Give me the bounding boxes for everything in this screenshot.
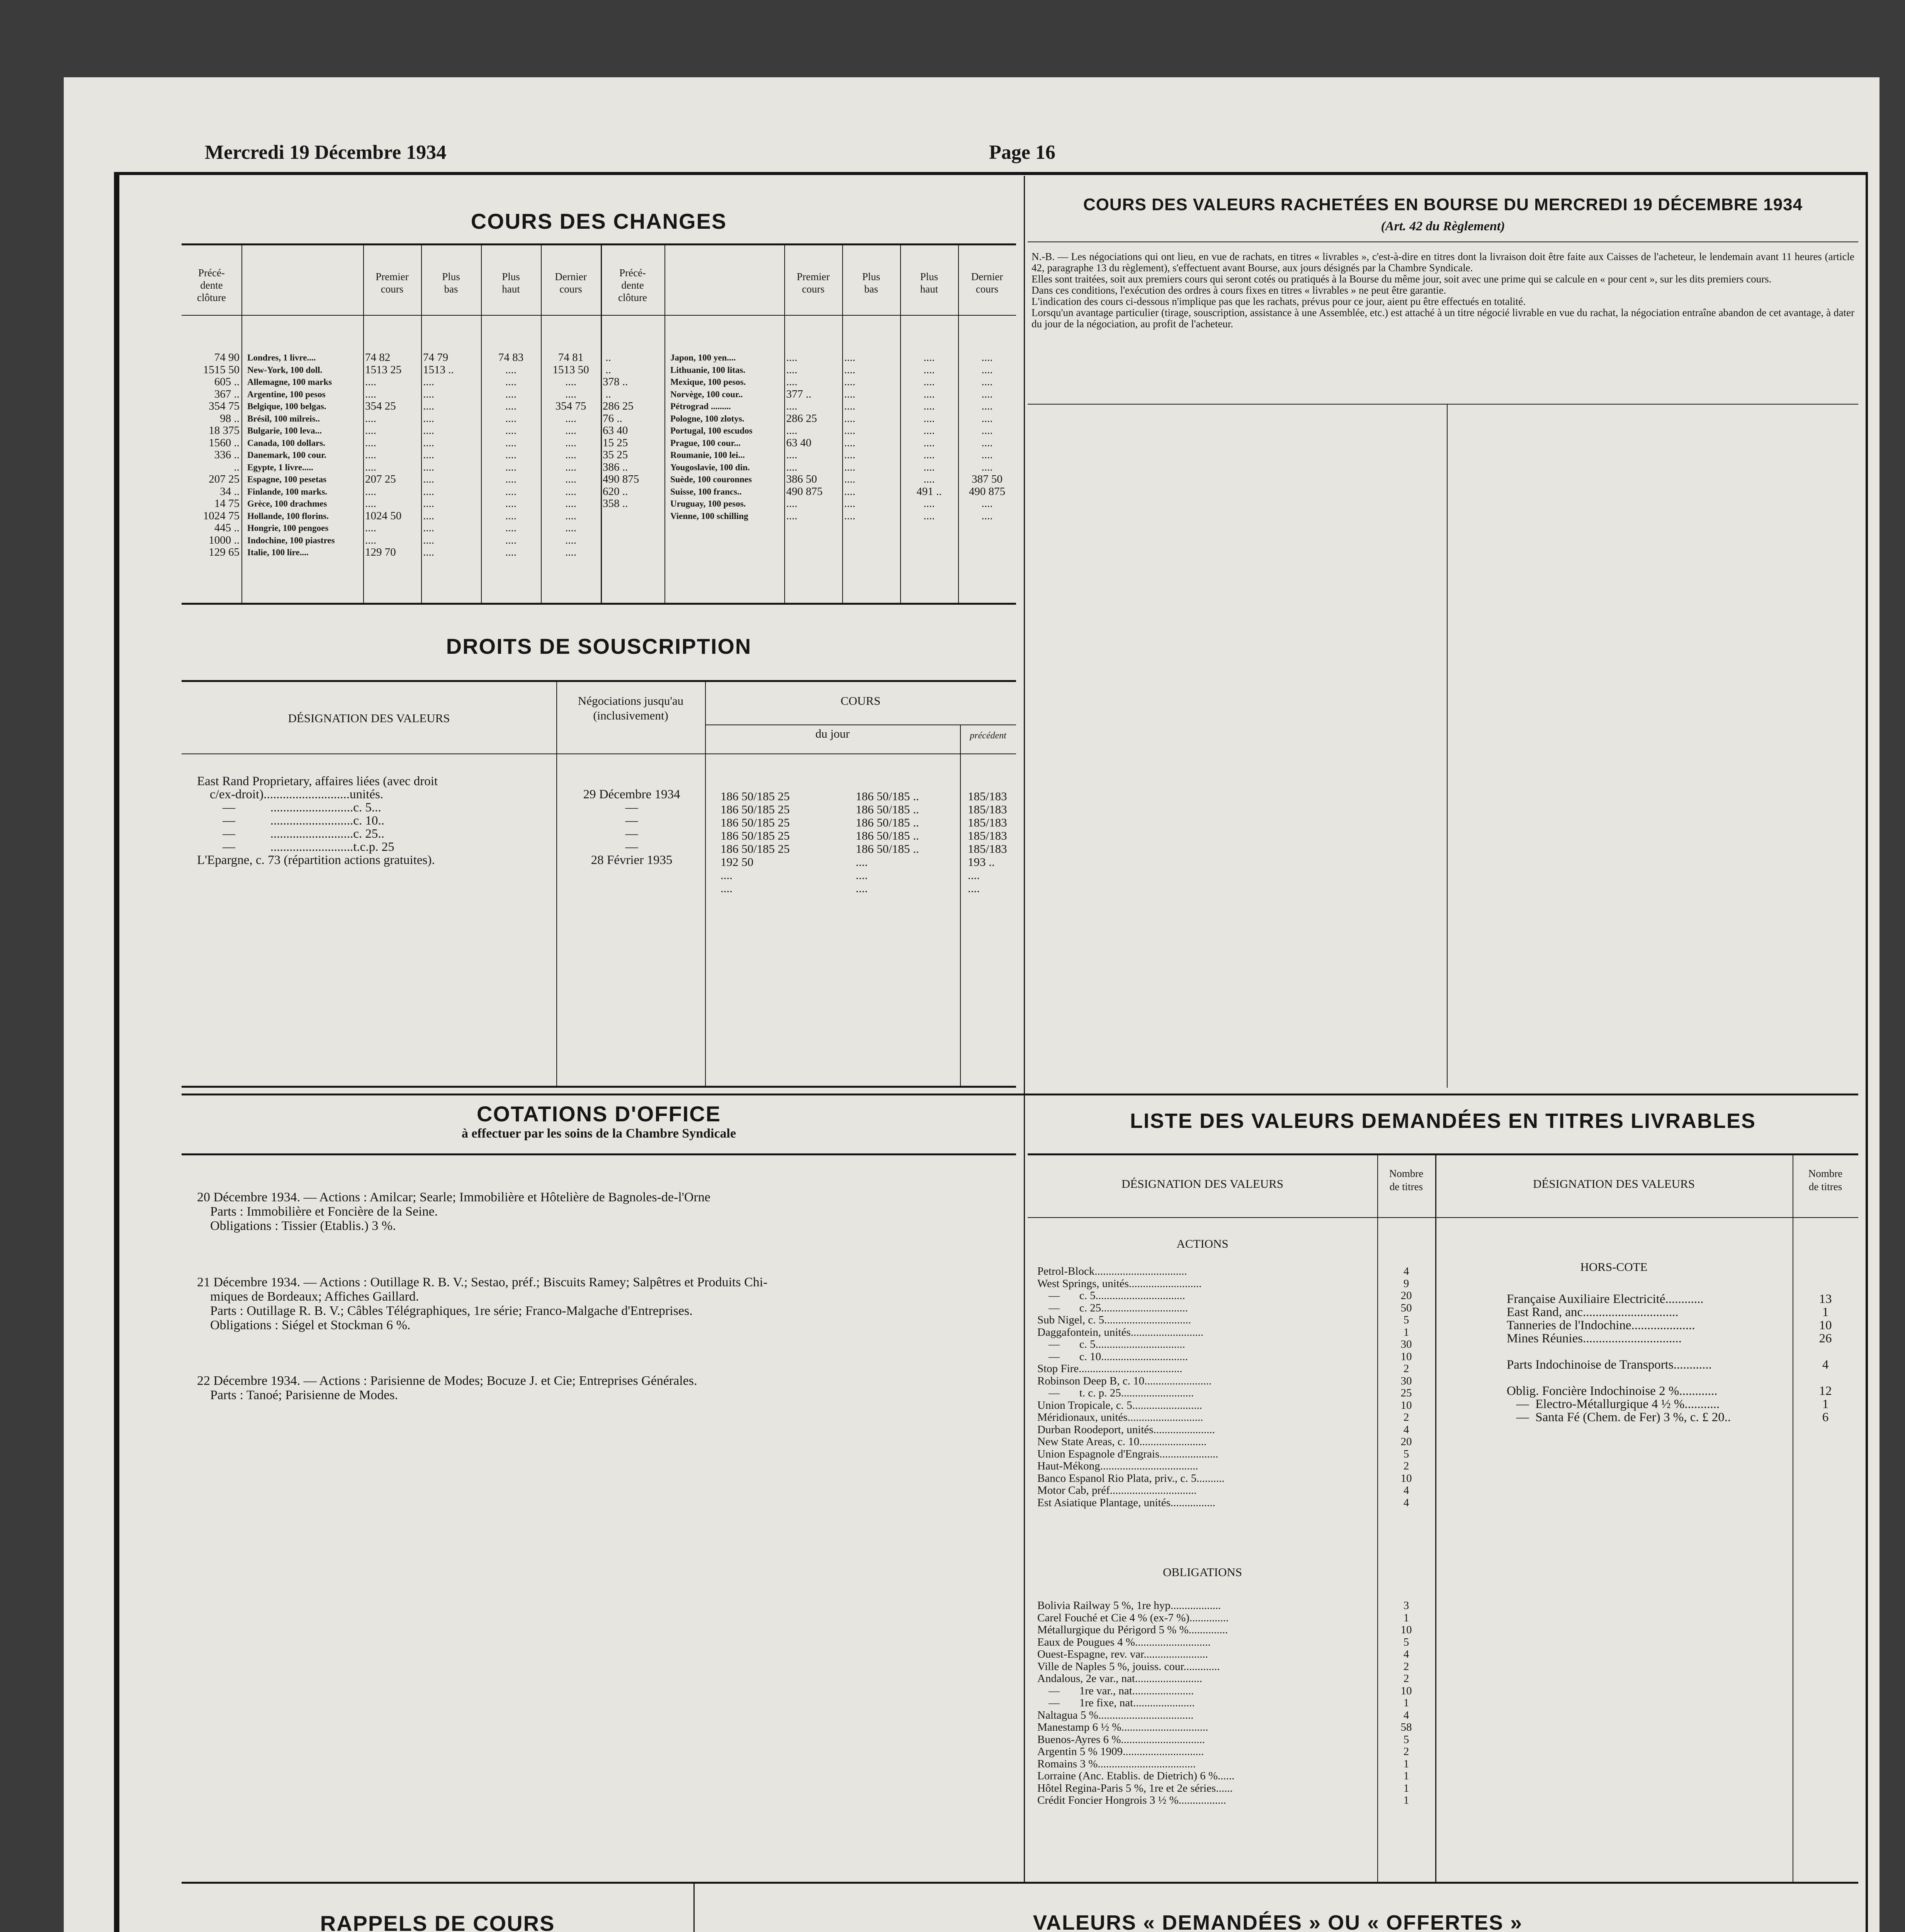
col-rule bbox=[842, 243, 843, 603]
changes-left-prev: 74 90 1515 50 605 .. 367 .. 354 75 98 .. 18 375 1560 .. 336 .. .. 207 25 34 .. 14 75 1024 75 445 .. 1000 .. 129 65 bbox=[203, 351, 240, 558]
liste-header-rule bbox=[1028, 1217, 1858, 1218]
mid-rule bbox=[182, 1094, 1858, 1095]
col-rule bbox=[363, 243, 364, 603]
changes-right-prev: .. .. 378 .. .. 286 25 76 .. 63 40 15 25 35 25 386 .. 490 875 620 .. 358 .. bbox=[603, 351, 639, 510]
rachetees-table-rule bbox=[1028, 404, 1858, 405]
changes-h-prev: Précé- dente clôture bbox=[197, 267, 226, 303]
changes-right-high: .... .... .... .... .... .... .... .... .... .... .... 491 .. .... .... bbox=[916, 351, 942, 522]
col-rule bbox=[960, 724, 961, 1086]
changes-left-low: 74 79 1513 .. .... .... .... .... .... .... .... .... .... .... .... .... .... .... .... bbox=[423, 351, 454, 558]
changes-h-high: Plus haut bbox=[502, 271, 520, 295]
right-column-rule-2 bbox=[1024, 1094, 1025, 1882]
droits-bottom-rule bbox=[182, 1086, 1016, 1088]
cours-sub-rule bbox=[705, 724, 1016, 725]
valeurs-title: VALEURS « DEMANDÉES » OU « OFFERTES » bbox=[1033, 1911, 1523, 1932]
droits-prec: 185/183 185/183 185/183 185/183 185/183 193 .. .... .... bbox=[968, 789, 1007, 895]
col-rule bbox=[958, 243, 959, 603]
col-rule bbox=[421, 243, 422, 603]
header-date: Mercredi 19 Décembre 1934 bbox=[205, 141, 447, 163]
col-rule bbox=[1447, 404, 1448, 1088]
cotations-title: COTATIONS D'OFFICE bbox=[476, 1102, 721, 1126]
cotations-para-1: 20 Décembre 1934. — Actions : Amilcar; Searle; Immobilière et Hôtelière de Bagnoles-de-l'Orne Parts : Immobilière et Foncière de la Seine. Obligations : Tissier (Etablis.) 3 %. bbox=[197, 1190, 710, 1233]
cotations-para-3: 22 Décembre 1934. — Actions : Parisienne de Modes; Bocuze J. et Cie; Entreprises Générales. Parts : Tanoé; Parisienne de Modes. bbox=[197, 1374, 697, 1402]
liste-actions-label: ACTIONS bbox=[1176, 1237, 1229, 1250]
liste-oblig-nb: 3 1 10 5 4 2 2 10 1 4 58 5 2 1 1 1 1 bbox=[1400, 1599, 1412, 1806]
cotations-para-2: 21 Décembre 1934. — Actions : Outillage R. B. V.; Sestao, préf.; Biscuits Ramey; Salpêtres et Produits Chi- miques de Bordeaux; Affiches Gaillard. Parts : Outillage R. B. V.; Câbles Télégraphiques, 1re série; Franco-Malgache d'Entreprises. Obligations : Siégel et Stockman 6 %. bbox=[197, 1275, 768, 1332]
droits-h-cours: COURS bbox=[840, 694, 881, 707]
droits-header-rule bbox=[182, 753, 1016, 754]
changes-rule bbox=[182, 243, 1016, 245]
col-rule bbox=[556, 680, 557, 1086]
liste-hc-nb: 13 1 10 26 4 12 1 6 bbox=[1819, 1292, 1832, 1424]
cotations-rule bbox=[182, 1153, 1016, 1155]
changes-h-first-r: Premier cours bbox=[797, 271, 830, 295]
lower-rule bbox=[182, 1882, 1858, 1884]
liste-h-nb2: Nombre de titres bbox=[1808, 1168, 1843, 1192]
changes-left-last: 74 81 1513 50 .... .... 354 75 .... .... .... .... .... .... .... .... .... .... .... .... bbox=[552, 351, 589, 558]
changes-header-rule bbox=[182, 315, 1016, 316]
changes-h-last: Dernier cours bbox=[555, 271, 587, 295]
liste-h-nb: Nombre de titres bbox=[1389, 1168, 1424, 1192]
liste-hc-names: Française Auxiliaire Electricité............ East Rand, anc.............................. Tanneries de l'Indochine.................... Mines Réunies............................... Parts Indochinoise de Transports............ Oblig. Foncière Indochinoise 2 %............ — Electro-Métallurgique 4 ½ %........... — Santa Fé (Chem. de Fer) 3 %, c. £ 20.. bbox=[1507, 1293, 1731, 1424]
changes-title: COURS DES CHANGES bbox=[471, 209, 727, 233]
changes-right-names: Japon, 100 yen.... Lithuanie, 100 litas. Mexique, 100 pesos. Norvège, 100 cour.. Pétrograd ......... Pologne, 100 zlotys. Portugal, 100 escudos Prague, 100 cour... Roumanie, 100 lei... Yougoslavie, 100 din. Suède, 100 couronnes Suisse, 100 francs.. Uruguay, 100 pesos. Vienne, 100 schilling bbox=[670, 353, 753, 521]
col-rule bbox=[900, 243, 901, 603]
liste-actions-names: Petrol-Block................................. West Springs, unités.......................... — c. 5................................ — c. 25............................... Sub Nigel, c. 5............................... Daggafontein, unités.......................... — c. 5................................ — c. 10............................... Stop Fire..................................... Robinson Deep B, c. 10........................ — t. c. p. 25.......................... Union Tropicale, c. 5......................... Méridionaux, unités........................... Durban Roodeport, unités...................... New State Areas, c. 10........................ Union Espagnole d'Engrais..................... Haut-Mékong................................... Banco Espanol Rio Plata, priv., c. 5.......... Motor Cab, préf............................... Est Asiatique Plantage, unités................ bbox=[1037, 1265, 1225, 1509]
changes-left-first: 74 82 1513 25 .... .... 354 25 .... .... .... .... .... 207 25 .... .... 1024 50 .... .... 129 70 bbox=[365, 351, 402, 558]
liste-rule bbox=[1028, 1153, 1858, 1155]
liste-oblig-names: Bolivia Railway 5 %, 1re hyp.................. Carel Fouché et Cie 4 % (ex-7 %).............. Métallurgique du Périgord 5 % %.............. Eaux de Pougues 4 %........................... Ouest-Espagne, rev. var....................... Ville de Naples 5 %, jouiss. cour............. Andalous, 2e var., nat........................ — 1re var., nat...................... — 1re fixe, nat...................... Naltagua 5 %.................................. Manestamp 6 ½ %............................... Buenos-Ayres 6 %.............................. Argentin 5 % 1909............................. Romains 3 %................................... Lorraine (Anc. Etablis. de Dietrich) 6 %...... Hôtel Regina-Paris 5 %, 1re et 2e séries...... Crédit Foncier Hongrois 3 ½ %................. bbox=[1037, 1600, 1235, 1806]
droits-jour1: 186 50/185 25 186 50/185 25 186 50/185 25 186 50/185 25 186 50/185 25 192 50 .... .... bbox=[721, 789, 790, 895]
header-page: Page 16 bbox=[989, 141, 1055, 163]
rachetees-title: COURS DES VALEURS RACHETÉES EN BOURSE DU MERCREDI 19 DÉCEMBRE 1934 bbox=[1083, 195, 1803, 214]
droits-h-negociations: Négociations jusqu'au (inclusivement) bbox=[578, 694, 684, 722]
droits-dates: 29 Décembre 1934 — — — — 28 Février 1935 bbox=[583, 787, 680, 867]
col-rule bbox=[241, 243, 242, 603]
col-rule bbox=[664, 243, 665, 603]
right-column-rule bbox=[1024, 176, 1025, 1095]
changes-h-prev-r: Précé- dente clôture bbox=[618, 267, 647, 303]
col-rule bbox=[784, 243, 785, 603]
changes-right-last: .... .... .... .... .... .... .... .... .... .... 387 50 490 875 .... .... bbox=[969, 351, 1006, 522]
col-rule bbox=[1377, 1153, 1378, 1882]
droits-h-jour: du jour bbox=[815, 727, 850, 740]
droits-h-designation: DÉSIGNATION DES VALEURS bbox=[288, 711, 450, 725]
changes-h-high-r: Plus haut bbox=[920, 271, 938, 295]
changes-h-low: Plus bas bbox=[442, 271, 460, 295]
rachetees-subtitle: (Art. 42 du Règlement) bbox=[1381, 219, 1505, 233]
liste-h-des: DÉSIGNATION DES VALEURS bbox=[1121, 1177, 1284, 1190]
cotations-subtitle: à effectuer par les soins de la Chambre Syndicale bbox=[461, 1126, 736, 1141]
col-rule bbox=[541, 243, 542, 603]
rappels-column-rule bbox=[693, 1882, 695, 1932]
changes-left-names: Londres, 1 livre.... New-York, 100 doll. Allemagne, 100 marks Argentine, 100 pesos Belgique, 100 belgas. Brésil, 100 milreis.. Bulgarie, 100 leva... Canada, 100 dollars. Danemark, 100 cour. Egypte, 1 livre..... Espagne, 100 pesetas Finlande, 100 marks. Grèce, 100 drachmes Hollande, 100 florins. Hongrie, 100 pengoes Indochine, 100 piastres Italie, 100 lire.... bbox=[247, 353, 335, 557]
liste-oblig-label: OBLIGATIONS bbox=[1163, 1565, 1242, 1579]
liste-title: LISTE DES VALEURS DEMANDÉES EN TITRES LIVRABLES bbox=[1130, 1109, 1756, 1133]
changes-right-low: .... .... .... .... .... .... .... .... .... .... .... .... .... .... bbox=[844, 351, 855, 522]
droits-h-prec: précédent bbox=[970, 731, 1006, 741]
col-rule bbox=[481, 243, 482, 603]
rappels-title: RAPPELS DE COURS bbox=[320, 1911, 555, 1932]
changes-h-low-r: Plus bas bbox=[862, 271, 880, 295]
droits-title: DROITS DE SOUSCRIPTION bbox=[446, 634, 752, 658]
changes-right-first: .... .... .... 377 .. .... 286 25 .... 63 40 .... .... 386 50 490 875 .... .... bbox=[786, 351, 823, 522]
liste-hc-label: HORS-COTE bbox=[1580, 1260, 1648, 1274]
rachetees-note: N.-B. — Les négociations qui ont lieu, en vue de rachats, en titres « livrables », c'est-à-dire en titres dont la livraison doit être faite aux Caisses de l'acheteur, le lendemain avant 11 heures (article 42, paragraphe 13 du règlement), s'effectuent avant Bourse, aux jours désignés par la Chambre Syndicale. Elles sont traitées, soit aux premiers cours qui seront cotés ou pratiqués à la Bourse du même jour, soit avec une prime qui se calcule en « pour cent », sur les dits premiers cours. Dans ces conditions, l'exécution des ordres à cours fixes en titres « livrables » ne peut être garantie. L'indication des cours ci-dessous n'implique pas que les rachats, prévus pour ce jour, aient pu être effectués en totalité. Lorsqu'un avantage particulier (tirage, souscription, assistance à une Assemblée, etc.) est attaché à un titre négocié livrable en vue du rachat, la négociation entraîne abandon de cet avantage, à dater du jour de la négociation, au profit de l'acheteur. bbox=[1032, 251, 1854, 330]
liste-actions-nb: 4 9 20 50 5 1 30 10 2 30 25 10 2 4 20 5 2 10 4 4 bbox=[1400, 1265, 1412, 1509]
liste-h-des2: DÉSIGNATION DES VALEURS bbox=[1533, 1177, 1695, 1190]
changes-left-high: 74 83 .... .... .... .... .... .... .... .... .... .... .... .... .... .... .... .... bbox=[498, 351, 524, 558]
changes-h-first: Premier cours bbox=[376, 271, 409, 295]
droits-designations: East Rand Proprietary, affaires liées (avec droit c/ex-droit)...........................unités. — ..........................c. 5... — ..........................c. 10.. — ..........................c. 25.. — ..........................t.c.p. 25 L'Epargne, c. 73 (répartition actions gratuites). bbox=[197, 774, 438, 867]
droits-rule bbox=[182, 680, 1016, 682]
changes-bottom-rule bbox=[182, 603, 1016, 605]
droits-jour2: 186 50/185 .. 186 50/185 .. 186 50/185 .. 186 50/185 .. 186 50/185 .. .... .... .... bbox=[856, 789, 919, 895]
changes-h-last-r: Dernier cours bbox=[971, 271, 1003, 295]
